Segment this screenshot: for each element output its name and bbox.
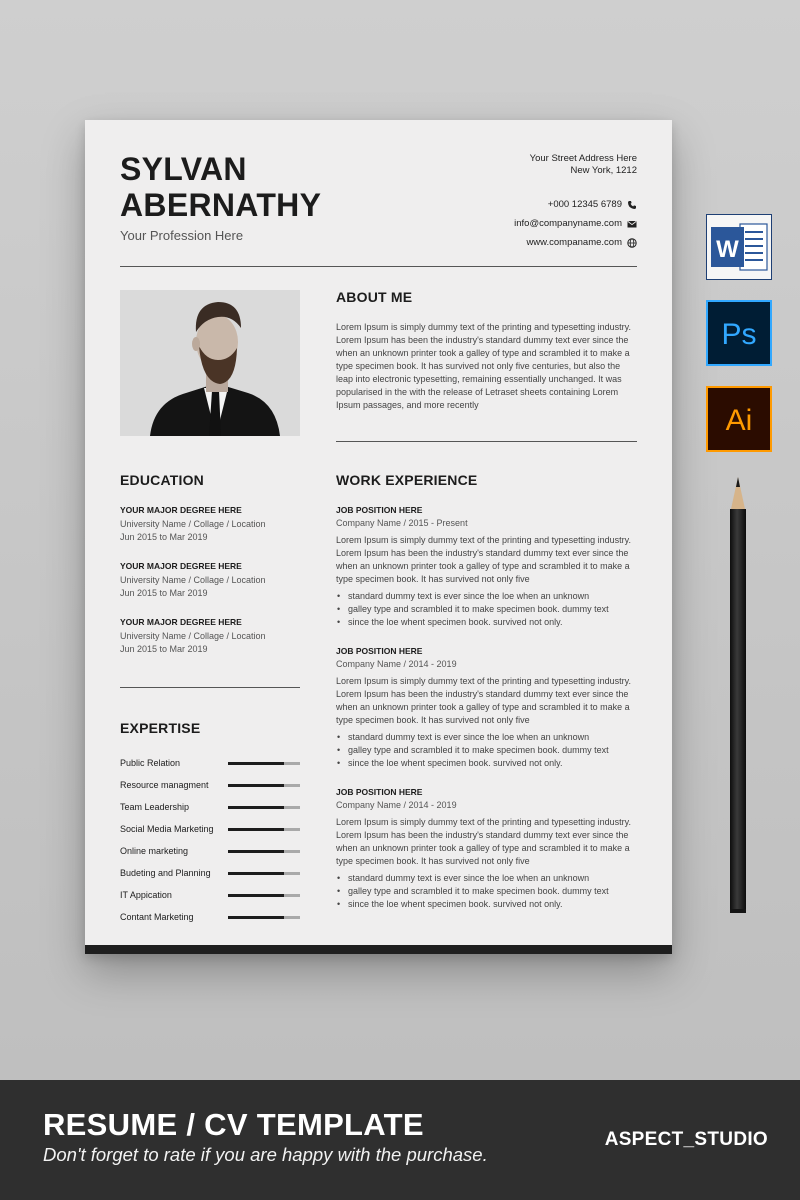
work-title: WORK EXPERIENCE bbox=[336, 472, 478, 488]
job-entry bbox=[336, 787, 639, 911]
skill-row bbox=[120, 862, 300, 884]
job-description: Lorem Ipsum is simply dummy text of the printing and typesetting industry. Lorem Ipsum has been the industry's standard dummy text ever since the when an unknown printer took a galley of type and scrambled it to make a type specimen book. It has survived not only five bbox=[336, 817, 631, 866]
first-name: SYLVAN bbox=[120, 151, 247, 187]
skill-fill bbox=[228, 850, 284, 853]
skill-row bbox=[120, 752, 300, 774]
skill-row bbox=[120, 774, 300, 796]
skill-bar bbox=[228, 916, 300, 919]
job-company: Company Name / 2014 - 2019 bbox=[336, 659, 457, 669]
school: University Name / Collage / Location bbox=[120, 575, 266, 585]
skill-name: Online marketing bbox=[120, 846, 189, 856]
email-text: info@companyname.com bbox=[514, 217, 622, 229]
phone-row bbox=[514, 195, 637, 214]
pencil-image bbox=[728, 475, 748, 915]
skill-bar bbox=[228, 806, 300, 809]
skill-bar bbox=[228, 762, 300, 765]
globe-icon bbox=[627, 238, 637, 248]
job-bullets bbox=[336, 872, 639, 911]
resume-name bbox=[120, 151, 321, 223]
skill-name: Team Leadership bbox=[120, 802, 190, 812]
skill-row bbox=[120, 840, 300, 862]
about-title: ABOUT ME bbox=[336, 289, 413, 305]
footer-subtitle: Don't forget to rate if you are happy with the purchase. bbox=[43, 1144, 488, 1165]
skill-bar bbox=[228, 850, 300, 853]
skill-name: IT Appication bbox=[120, 890, 172, 900]
bullet-item: • since the loe whent specimen book. survived not only. bbox=[336, 616, 639, 629]
page-bottom-bar bbox=[85, 945, 672, 954]
education-dates: Jun 2015 to Mar 2019 bbox=[120, 644, 208, 654]
contact-block bbox=[514, 153, 637, 252]
education-list bbox=[120, 505, 300, 673]
last-name: ABERNATHY bbox=[120, 187, 322, 223]
bullet-item: • since the loe whent specimen book. survived not only. bbox=[336, 757, 639, 770]
job-position: JOB POSITION HERE bbox=[336, 646, 423, 656]
job-description: Lorem Ipsum is simply dummy text of the printing and typesetting industry. Lorem Ipsum has been the industry's standard dummy text ever since the when an unknown printer took a galley of type and scrambled it to make a type specimen book. It has survived not only five bbox=[336, 676, 631, 725]
illustrator-icon bbox=[706, 386, 772, 452]
footer-title: RESUME / CV TEMPLATE bbox=[43, 1107, 424, 1142]
skills-list bbox=[120, 752, 300, 928]
svg-text:Ai: Ai bbox=[725, 404, 753, 437]
bullet-item: • galley type and scrambled it to make specimen book. dummy text bbox=[336, 744, 639, 757]
skill-fill bbox=[228, 806, 284, 809]
skill-fill bbox=[228, 828, 284, 831]
bullet-item: • standard dummy text is ever since the loe when an unknown bbox=[336, 731, 639, 744]
address bbox=[514, 153, 637, 177]
profile-photo bbox=[120, 290, 300, 436]
city: New York, 1212 bbox=[570, 165, 637, 176]
degree: YOUR MAJOR DEGREE HERE bbox=[120, 561, 242, 571]
bullet-item: • standard dummy text is ever since the loe when an unknown bbox=[336, 872, 639, 885]
profession: Your Profession Here bbox=[120, 228, 244, 243]
skill-name: Social Media Marketing bbox=[120, 824, 214, 834]
skill-row bbox=[120, 818, 300, 840]
job-bullets bbox=[336, 590, 639, 629]
skill-bar bbox=[228, 784, 300, 787]
skill-row bbox=[120, 884, 300, 906]
education-dates: Jun 2015 to Mar 2019 bbox=[120, 588, 208, 598]
job-company: Company Name / 2014 - 2019 bbox=[336, 800, 457, 810]
phone-text: +000 12345 6789 bbox=[547, 198, 622, 210]
bullet-item: • since the loe whent specimen book. survived not only. bbox=[336, 898, 639, 911]
bullet-item: • galley type and scrambled it to make specimen book. dummy text bbox=[336, 603, 639, 616]
svg-text:Ps: Ps bbox=[721, 318, 757, 351]
skill-fill bbox=[228, 872, 284, 875]
footer-banner bbox=[0, 1080, 800, 1200]
education-title: EDUCATION bbox=[120, 472, 204, 488]
svg-text:W: W bbox=[716, 236, 739, 263]
education-item bbox=[120, 617, 300, 656]
school: University Name / Collage / Location bbox=[120, 519, 266, 529]
degree: YOUR MAJOR DEGREE HERE bbox=[120, 505, 242, 515]
skill-row bbox=[120, 796, 300, 818]
education-dates: Jun 2015 to Mar 2019 bbox=[120, 532, 208, 542]
job-description: Lorem Ipsum is simply dummy text of the printing and typesetting industry. Lorem Ipsum has been the industry's standard dummy text ever since the when an unknown printer took a galley of type and scrambled it to make a type specimen book. It has survived not only five bbox=[336, 535, 631, 584]
skill-name: Resource managment bbox=[120, 780, 209, 790]
website-text: www.companame.com bbox=[526, 236, 622, 248]
skill-name: Public Relation bbox=[120, 758, 181, 768]
phone-icon bbox=[627, 200, 637, 210]
about-text: Lorem Ipsum is simply dummy text of the printing and typesetting industry. Lorem Ipsum has been the industry's standard dummy text ever since the when an unknown printer took a galley of type and scrambled it to make a type specimen book. It has survived not only five centuries, but also the leap into electronic typesetting, remaining essentially unchanged. It was popularised in the with the release of Letraset sheets containing Lorem Ipsum passages, and more recently bbox=[336, 322, 631, 410]
education-item bbox=[120, 561, 300, 600]
skill-bar bbox=[228, 828, 300, 831]
skill-name: Budeting and Planning bbox=[120, 868, 211, 878]
about-divider bbox=[336, 441, 637, 442]
expertise-title: EXPERTISE bbox=[120, 720, 201, 736]
photoshop-icon bbox=[706, 300, 772, 366]
skill-fill bbox=[228, 784, 284, 787]
skill-bar bbox=[228, 872, 300, 875]
envelope-icon bbox=[627, 219, 637, 229]
street-address: Your Street Address Here bbox=[529, 153, 637, 164]
word-icon bbox=[706, 214, 772, 280]
portrait-image bbox=[120, 290, 300, 436]
education-divider bbox=[120, 687, 300, 688]
skill-fill bbox=[228, 916, 284, 919]
brand-name: ASPECT_STUDIO bbox=[604, 1129, 768, 1150]
education-item bbox=[120, 505, 300, 544]
skill-bar bbox=[228, 894, 300, 897]
job-entry bbox=[336, 646, 639, 770]
degree: YOUR MAJOR DEGREE HERE bbox=[120, 617, 242, 627]
job-bullets bbox=[336, 731, 639, 770]
job-position: JOB POSITION HERE bbox=[336, 505, 423, 515]
header-divider bbox=[120, 266, 637, 267]
job-position: JOB POSITION HERE bbox=[336, 787, 423, 797]
job-entry bbox=[336, 505, 639, 629]
bullet-item: • galley type and scrambled it to make specimen book. dummy text bbox=[336, 885, 639, 898]
website-row bbox=[514, 233, 637, 252]
skill-fill bbox=[228, 894, 284, 897]
bullet-item: • standard dummy text is ever since the loe when an unknown bbox=[336, 590, 639, 603]
job-company: Company Name / 2015 - Present bbox=[336, 518, 468, 528]
skill-fill bbox=[228, 762, 284, 765]
skill-name: Contant Marketing bbox=[120, 912, 194, 922]
skill-row bbox=[120, 906, 300, 928]
school: University Name / Collage / Location bbox=[120, 631, 266, 641]
email-row bbox=[514, 214, 637, 233]
resume-page bbox=[85, 120, 672, 954]
work-list bbox=[336, 505, 639, 928]
